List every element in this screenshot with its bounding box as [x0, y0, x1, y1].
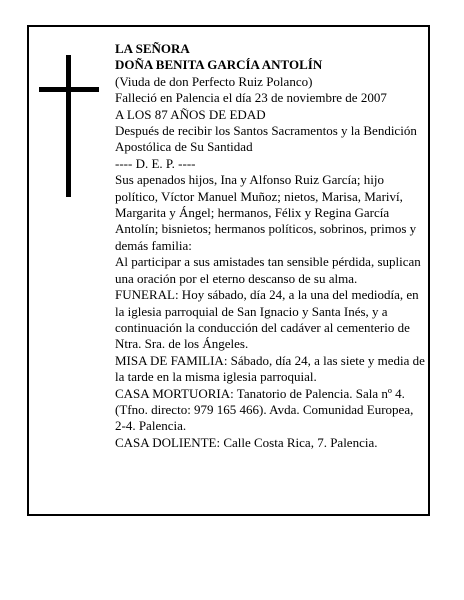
cross-horizontal-bar: [39, 87, 99, 92]
widow-of-line: (Viuda de don Perfecto Ruiz Polanco): [115, 73, 313, 89]
latin-cross-icon: [39, 55, 99, 197]
age-line: A LOS 87 AÑOS DE EDAD: [115, 106, 266, 122]
sacraments-paragraph: Después de recibir los Santos Sacramentos y la Bendición Apostólica de Su Santidad: [115, 123, 417, 155]
death-date-line: Falleció en Palencia el día 23 de noviembre de 2007: [115, 90, 387, 106]
family-paragraph: Sus apenados hijos, Ina y Alfonso Ruiz García; hijo político, Víctor Manuel Muñoz; nietos, Marisa, Mariví, Margarita y Ángel; hermanos, Félix y Regina García Antolín; bisnietos; hermanos políticos, sobrinos, primos y demás familia:: [115, 172, 417, 253]
obituary-notice-frame: [27, 25, 430, 516]
prayer-request-paragraph: Al participar a sus amistades tan sensible pérdida, suplican una oración por el eterno descanso de su alma.: [115, 254, 421, 286]
cross-vertical-bar: [66, 55, 71, 197]
family-mass-paragraph: MISA DE FAMILIA: Sábado, día 24, a las siete y media de la tarde en la misma iglesia parroquial.: [115, 352, 425, 385]
funeral-paragraph: FUNERAL: Hoy sábado, día 24, a la una del mediodía, en la iglesia parroquial de San Ignacio y Santa Inés, y a continuación la conducción del cadáver al cementerio de Ntra. Sra. de los Ángeles.: [115, 287, 419, 352]
deceased-title: LA SEÑORA: [115, 41, 190, 56]
obituary-text: [115, 41, 427, 451]
rip-line: ---- D. E. P. ----: [115, 155, 196, 171]
house-of-mourning-paragraph: CASA DOLIENTE: Calle Costa Rica, 7. Palencia.: [115, 434, 378, 450]
funeral-home-paragraph: CASA MORTUORIA: Tanatorio de Palencia. Sala nº 4. (Tfno. directo: 979 165 466). Avda. Comunidad Europea, 2-4. Palencia.: [115, 385, 414, 434]
deceased-name: DOÑA BENITA GARCÍA ANTOLÍN: [115, 57, 323, 73]
